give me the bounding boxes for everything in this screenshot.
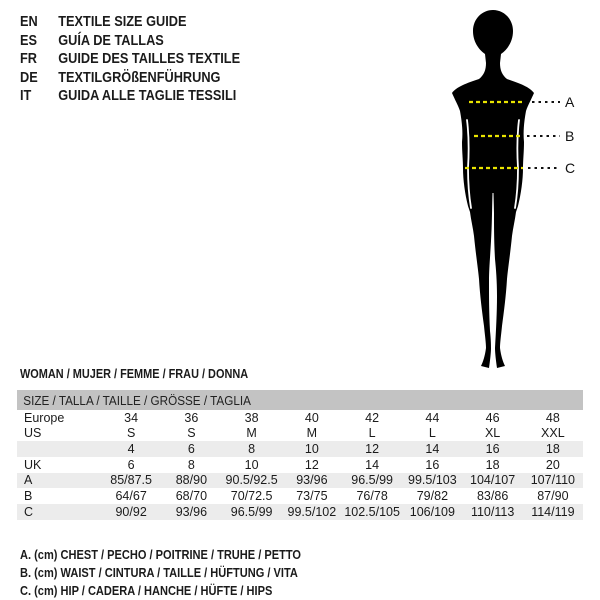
table-cell: 8 <box>248 441 256 456</box>
table-cell: S <box>187 426 196 441</box>
row-label: UK <box>24 457 42 472</box>
size-table <box>17 390 583 520</box>
row-label <box>17 441 101 457</box>
table-cell: 85/87.5 <box>110 473 152 488</box>
title-es: GUÍA DE TALLAS <box>58 31 164 49</box>
measure-label-c: C <box>565 160 576 176</box>
table-cell: 34 <box>124 410 139 425</box>
measure-label-b: B <box>565 128 575 144</box>
table-cell: 110/113 <box>470 504 515 519</box>
table-cell: 83/86 <box>476 489 509 504</box>
note-waist: B. (cm) WAIST / CINTURA / TAILLE / HÜFTUNG / VITA <box>20 565 298 580</box>
table-row <box>17 457 583 473</box>
title-it: GUIDA ALLE TAGLIE TESSILI <box>58 87 237 104</box>
language-code: FR <box>20 50 37 67</box>
table-row <box>17 473 583 489</box>
table-cell: 40 <box>304 410 319 425</box>
table-cell: S <box>126 426 136 441</box>
table-cell: 18 <box>545 441 560 456</box>
table-cell: 12 <box>304 457 319 472</box>
language-row-de <box>20 69 240 88</box>
table-cell: 87/90 <box>537 489 569 504</box>
language-row-en <box>20 13 240 32</box>
table-cell: 104/107 <box>470 473 516 488</box>
table-cell: L <box>368 426 376 441</box>
table-row <box>17 441 583 457</box>
table-cell: XL <box>484 426 501 441</box>
measure-label-a: A <box>565 94 575 110</box>
section-heading-woman: WOMAN / MUJER / FEMME / FRAU / DONNA <box>20 366 249 381</box>
table-cell: 79/82 <box>416 489 449 504</box>
table-cell: 99.5/102 <box>287 504 337 519</box>
table-row <box>17 426 583 442</box>
table-cell: 102.5/105 <box>344 504 400 519</box>
table-cell: 8 <box>187 457 195 472</box>
language-row-it <box>20 87 240 106</box>
table-cell: 114/119 <box>531 504 575 519</box>
row-label: Europe <box>24 410 65 425</box>
table-cell: 96.5/99 <box>230 504 273 519</box>
table-cell: 42 <box>365 410 380 425</box>
table-cell: 14 <box>365 457 380 472</box>
row-label: US <box>24 426 42 441</box>
table-cell: 20 <box>545 457 560 472</box>
row-label: B <box>24 489 33 504</box>
table-cell: M <box>246 426 257 441</box>
measurement-notes <box>20 546 301 600</box>
row-label: C <box>24 504 34 519</box>
table-cell: 18 <box>485 457 500 472</box>
table-cell: 6 <box>127 457 135 472</box>
table-cell: 46 <box>485 410 500 425</box>
measurement-figure <box>420 0 595 372</box>
language-code: DE <box>20 68 38 86</box>
language-code: EN <box>20 13 38 30</box>
table-cell: 107/110 <box>530 473 575 488</box>
table-cell: 93/96 <box>296 473 328 488</box>
title-en: TEXTILE SIZE GUIDE <box>58 13 187 30</box>
table-cell: 99.5/103 <box>408 473 457 488</box>
table-cell: 73/75 <box>296 489 328 504</box>
table-cell: 90/92 <box>115 504 147 519</box>
language-row-es <box>20 32 240 51</box>
table-cell: 88/90 <box>175 473 208 488</box>
table-cell: 64/67 <box>115 489 147 504</box>
language-code: IT <box>20 87 32 104</box>
row-label: A <box>24 473 33 488</box>
table-cell: 90.5/92.5 <box>225 473 278 488</box>
table-cell: 93/96 <box>175 504 208 519</box>
table-cell: 38 <box>244 410 259 425</box>
table-cell: M <box>306 426 318 441</box>
table-cell: 4 <box>127 441 135 456</box>
table-cell: 70/72.5 <box>230 489 273 504</box>
language-title-block <box>20 13 240 106</box>
table-cell: 96.5/99 <box>351 473 393 488</box>
note-chest: A. (cm) CHEST / PECHO / POITRINE / TRUHE / PETTO <box>20 547 301 562</box>
table-cell: 6 <box>187 441 195 456</box>
language-row-fr <box>20 50 240 69</box>
note-hip: C. (cm) HIP / CADERA / HANCHE / HÜFTE / HIPS <box>20 583 273 598</box>
table-cell: 16 <box>425 457 440 472</box>
table-row <box>17 504 583 520</box>
language-code: ES <box>20 31 38 49</box>
table-cell: 48 <box>545 410 560 425</box>
table-cell: 106/109 <box>409 504 455 519</box>
table-row <box>17 488 583 504</box>
table-cell: XXL <box>541 426 565 441</box>
size-table-header: SIZE / TALLA / TAILLE / GRÖSSE / TAGLIA <box>17 390 583 410</box>
table-cell: 76/78 <box>356 489 388 504</box>
table-cell: 44 <box>425 410 440 425</box>
title-fr: GUIDE DES TAILLES TEXTILE <box>58 50 241 67</box>
size-table-header-row <box>17 390 583 410</box>
table-cell: 14 <box>425 441 440 456</box>
title-de: TEXTILGRÖßENFÜHRUNG <box>58 68 221 86</box>
table-cell: 16 <box>485 441 500 456</box>
table-cell: L <box>428 426 436 441</box>
table-cell: 12 <box>365 441 380 456</box>
table-cell: 10 <box>304 441 319 456</box>
table-cell: 36 <box>184 410 199 425</box>
woman-silhouette-icon <box>452 10 534 368</box>
table-row <box>17 410 583 426</box>
table-cell: 68/70 <box>175 489 208 504</box>
table-cell: 10 <box>244 457 259 472</box>
